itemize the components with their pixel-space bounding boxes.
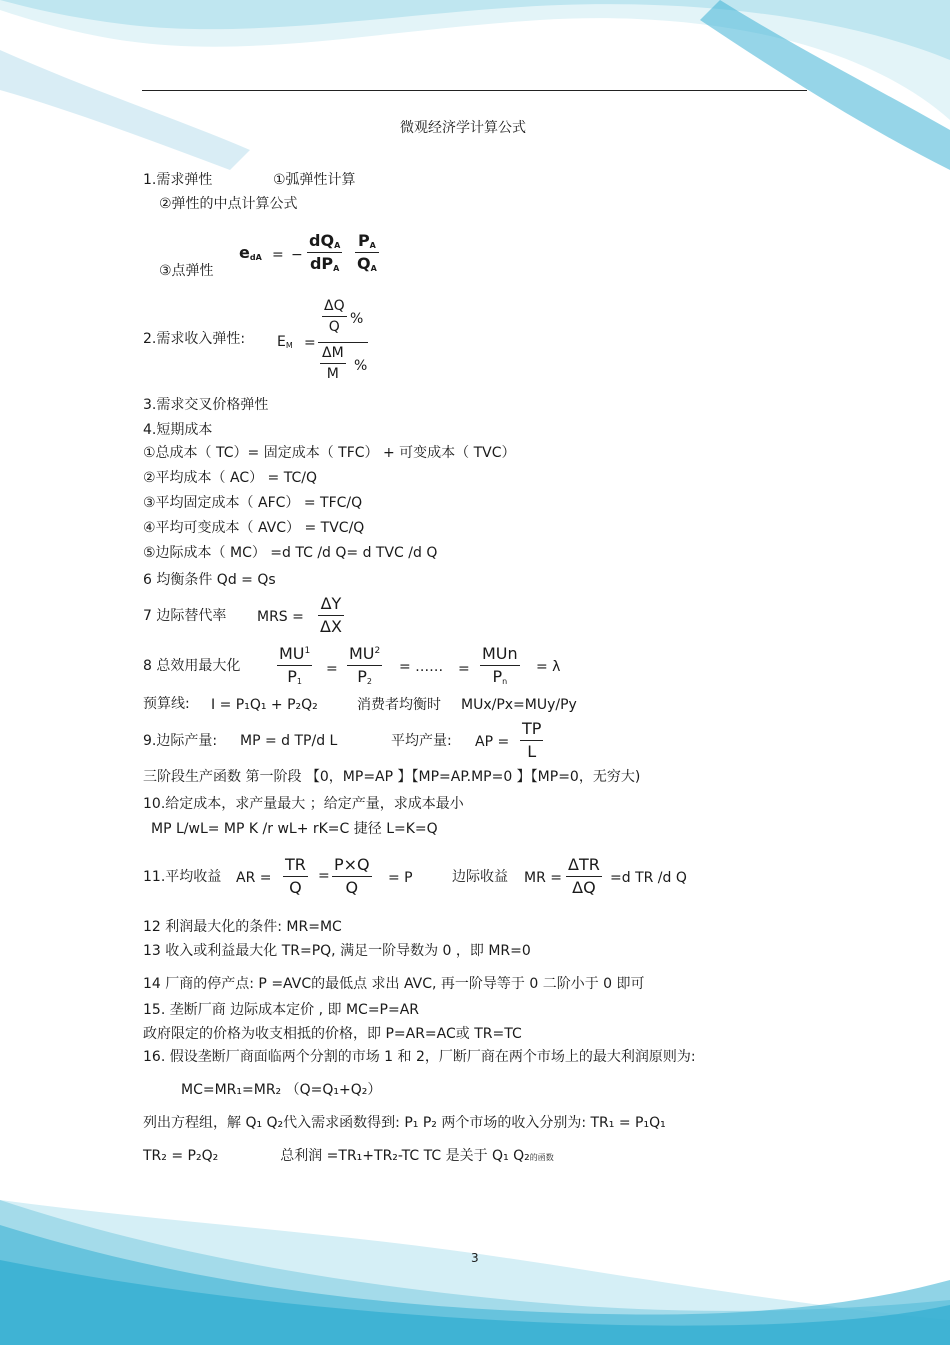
s4-line4: ④平均可变成本（ AVC） = TVC/Q xyxy=(143,520,365,536)
budget-label: 预算线: xyxy=(143,696,190,712)
s11-mr-lhs: MR = xyxy=(524,870,562,886)
s7-label: 7 边际替代率 xyxy=(143,608,227,624)
s4-line3: ③平均固定成本（ AFC） = TFC/Q xyxy=(143,495,363,511)
s1-midpoint: ②弹性的中点计算公式 xyxy=(159,196,298,212)
s4-line5: ⑤边际成本（ MC） =d TC /d Q= d TVC /d Q xyxy=(143,545,438,561)
three-stage-text: 三阶段生产函数 第一阶段 【0，MP=AP 】【MP=AP.MP=0 】【MP=0，无穷大) xyxy=(143,769,641,785)
header-rule xyxy=(142,90,807,91)
consumer-label: 消费者均衡时 xyxy=(357,697,441,713)
s11-frac-pq-q: P×Q Q xyxy=(334,855,370,897)
s1-point-label: ③点弹性 xyxy=(159,263,214,279)
s4-line2: ②平均成本（ AC） = TC/Q xyxy=(143,470,317,486)
s4-line1: ①总成本（ TC）= 固定成本（ TFC） + 可变成本（ TVC） xyxy=(143,445,516,461)
s11-frac-dtr-dq: ΔTR ΔQ xyxy=(568,855,600,897)
s16-total-profit: 总利润 =TR₁+TR₂-TC TC 是关于 Q₁ Q₂ xyxy=(280,1148,530,1164)
s13-text: 13 收入或利益最大化 TR=PQ, 满足一阶导数为 0 ，即 MR=0 xyxy=(143,943,531,959)
s6-text: 6 均衡条件 Qd = Qs xyxy=(143,572,276,588)
s16-line2: MC=MR₁=MR₂ （Q=Q₁+Q₂） xyxy=(181,1082,382,1098)
s11-mr-tail: =d TR /d Q xyxy=(610,870,687,886)
s1-minus: − xyxy=(291,247,303,263)
s2-label: 2.需求收入弹性: xyxy=(143,331,246,347)
s1-heading: 1.需求弹性 xyxy=(143,172,213,188)
s1-frac-dq-dp: dQA dPA xyxy=(309,231,341,273)
s11-label: 11.平均收益 xyxy=(143,869,222,885)
s2-top-frac: ΔQ Q xyxy=(324,298,345,335)
s1-e-symbol: edA xyxy=(239,243,262,262)
s8-eq3: = xyxy=(458,661,470,677)
s7-lhs: MRS = xyxy=(257,609,304,625)
s2-bottom-frac: ΔM M xyxy=(322,345,344,382)
s16-line4 xyxy=(143,1149,554,1163)
s7-frac: ΔY ΔX xyxy=(320,594,342,636)
s11-ar-lhs: AR = xyxy=(236,870,272,886)
s14-text: 14 厂商的停产点: P =AVC的最低点 求出 AVC, 再一阶导等于 0 二阶小于 0 即可 xyxy=(143,976,645,992)
s2-pct2: % xyxy=(354,358,368,374)
s11-eq2: = P xyxy=(388,870,413,886)
s3-label: 3.需求交叉价格弹性 xyxy=(143,397,269,413)
s2-eq: = xyxy=(304,335,316,351)
s16-tr2: TR₂ = P₂Q₂ xyxy=(143,1148,219,1164)
s15-line2: 政府限定的价格为收支相抵的价格，即 P=AR=AC或 TR=TC xyxy=(143,1026,522,1042)
s9-ap-frac: TP L xyxy=(522,719,542,761)
s16-line3: 列出方程组，解 Q₁ Q₂代入需求函数得到: P₁ P₂ 两个市场的收入分别为: TR₁ = P₁Q₁ xyxy=(143,1115,666,1131)
s2-pct1: % xyxy=(350,311,364,327)
s9-ap-lhs: AP = xyxy=(475,734,510,750)
s8-frac2: $MU^2$ P2 xyxy=(349,644,381,686)
s1-arc: ①弧弹性计算 xyxy=(273,172,356,188)
s11-mr-label: 边际收益 xyxy=(452,869,508,885)
s2-lhs: EM xyxy=(277,334,293,350)
s9-label: 9.边际产量: xyxy=(143,733,218,749)
page-number: 3 xyxy=(471,1251,479,1265)
s11-frac-tr-q: TR Q xyxy=(285,855,306,897)
s12-text: 12 利润最大化的条件: MR=MC xyxy=(143,919,342,935)
s15-line1: 15. 垄断厂商 边际成本定价 , 即 MC=P=AR xyxy=(143,1002,420,1018)
s10-line1: 10.给定成本，求产量最大 ；给定产量，求成本最小 xyxy=(143,796,464,812)
s16-function-note: 的函数 xyxy=(529,1153,554,1162)
s1-frac-p-q: PA QA xyxy=(357,231,377,273)
s4-label: 4.短期成本 xyxy=(143,422,213,438)
s8-label: 8 总效用最大化 xyxy=(143,658,241,674)
page-title: 微观经济学计算公式 xyxy=(400,120,526,136)
s8-eq2: = …… xyxy=(399,659,444,675)
s8-eq4: = λ xyxy=(536,659,561,675)
s10-line2: MP L/wL= MP K /r wL+ rK=C 捷径 L=K=Q xyxy=(151,821,438,837)
s1-eq: = xyxy=(272,247,284,263)
s9-ap-label: 平均产量: xyxy=(391,733,452,749)
s8-eq1: = xyxy=(326,661,338,677)
s8-frac3: MUn Pn xyxy=(482,644,518,686)
s9-mp: MP = d TP/d L xyxy=(240,733,338,749)
s16-line1: 16. 假设垄断厂商面临两个分割的市场 1 和 2，厂断厂商在两个市场上的最大利润原则为: xyxy=(143,1049,696,1065)
consumer-formula: MUx/Px=MUy/Py xyxy=(461,697,577,713)
s2-main-bar xyxy=(318,342,368,343)
s8-frac1: $MU^1$ P1 xyxy=(279,644,311,686)
budget-formula: I = P₁Q₁ + P₂Q₂ xyxy=(211,697,318,713)
s11-eq1: = xyxy=(318,868,330,884)
